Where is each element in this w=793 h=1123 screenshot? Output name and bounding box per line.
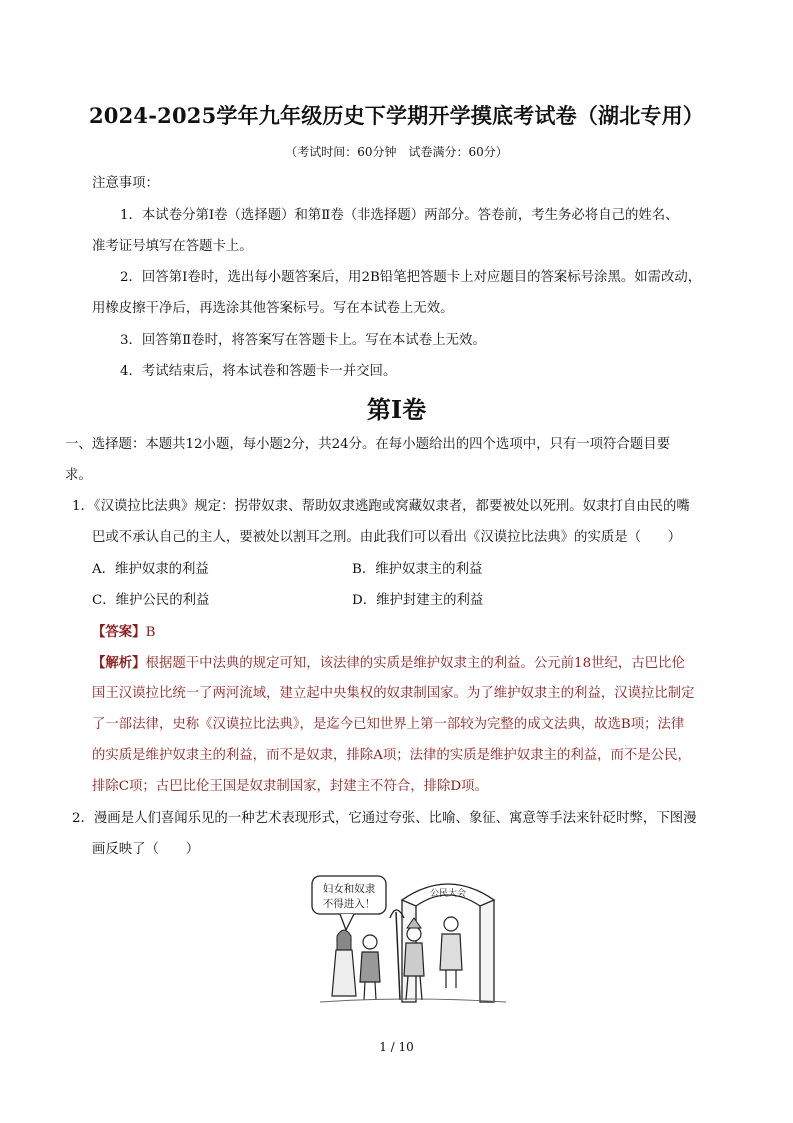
cartoon-illustration: [310, 872, 510, 1008]
q1-option-d: D．维护封建主的利益: [352, 593, 484, 608]
q1-analysis-line1: [92, 654, 685, 673]
speech-line1: 妇女和奴隶: [322, 883, 376, 895]
section-heading: 第Ⅰ卷: [366, 395, 427, 424]
q1-analysis-label: 【解析】: [92, 655, 146, 671]
q1-analysis-line2: 国王汉谟拉比统一了两河流域，建立起中央集权的奴隶制国家。为了维护奴隶主的利益，汉谟拉比制定: [92, 686, 695, 701]
q1-analysis-line3: 了一部法律，史称《汉谟拉比法典》，是迄今已知世界上第一部较为完整的成文法典，故选B项；法律: [92, 717, 685, 732]
page-number: 1 / 10: [379, 1040, 414, 1054]
q1-analysis-line4: 的实质是维护奴隶主的利益，而不是奴隶，排除A项；法律的实质是维护奴隶主的利益，而不是公民，: [92, 748, 691, 763]
q2-stem-line2: 画反映了（ ）: [92, 842, 200, 857]
notes-item2-line1: 2．回答第Ⅰ卷时，选出每小题答案后，用2B铅笔把答题卡上对应题目的答案标号涂黑。如需改动，: [120, 270, 702, 285]
q1-answer-value: B: [145, 625, 156, 640]
q1-answer-label: 【答案】: [92, 624, 146, 640]
q1-stem-line2: 巴或不承认自己的主人，要被处以割耳之刑。由此我们可以看出《汉谟拉比法典》的实质是（ ）: [92, 530, 682, 545]
notes-heading: 注意事项：: [92, 176, 159, 191]
notes-item4: 4．考试结束后，将本试卷和答题卡一并交回。: [120, 364, 397, 379]
speech-line2: 不得进入！: [322, 898, 376, 910]
q1-stem-line1: 1．《汉谟拉比法典》规定：拐带奴隶、帮助奴隶逃跑或窝藏奴隶者，都要被处以死刑。奴隶打自由民的嘴: [72, 499, 690, 514]
q2-stem-line1: 2．漫画是人们喜闻乐见的一种艺术表现形式，它通过夸张、比喻、象征、寓意等手法来针砭时弊，下图漫: [72, 811, 697, 826]
q1-option-c: C．维护公民的利益: [92, 593, 210, 608]
exam-title: 2024-2025学年九年级历史下学期开学摸底考试卷（湖北专用）: [88, 103, 704, 128]
gate-sign: 公民大会: [429, 889, 467, 899]
cartoon-drawing: [310, 872, 510, 1008]
q1-answer: [92, 623, 155, 642]
section-instructions-line1: 一、选择题：本题共12小题，每小题2分，共24分。在每小题给出的四个选项中，只有一项符合题目要: [65, 437, 671, 452]
q1-analysis-text1: 根据题干中法典的规定可知，该法律的实质是维护奴隶主的利益。公元前18世纪，古巴比伦: [145, 656, 685, 671]
notes-item3: 3．回答第Ⅱ卷时，将答案写在答题卡上。写在本试卷上无效。: [120, 333, 486, 348]
notes-item1-line1: 1．本试卷分第Ⅰ卷（选择题）和第Ⅱ卷（非选择题）两部分。答卷前，考生务必将自己的姓名、: [120, 208, 679, 223]
q1-option-a: A．维护奴隶的利益: [92, 562, 209, 577]
q1-option-b: B．维护奴隶主的利益: [352, 562, 483, 577]
section-instructions-line2: 求。: [65, 468, 92, 483]
notes-item1-line2: 准考证号填写在答题卡上。: [92, 239, 253, 254]
notes-item2-line2: 用橡皮擦干净后，再选涂其他答案标号。写在本试卷上无效。: [92, 301, 454, 316]
q1-analysis-line5: 排除C项；古巴比伦王国是奴隶制国家，封建主不符合，排除D项。: [92, 779, 488, 794]
exam-subtitle: （考试时间：60分钟 试卷满分：60分）: [285, 145, 508, 159]
